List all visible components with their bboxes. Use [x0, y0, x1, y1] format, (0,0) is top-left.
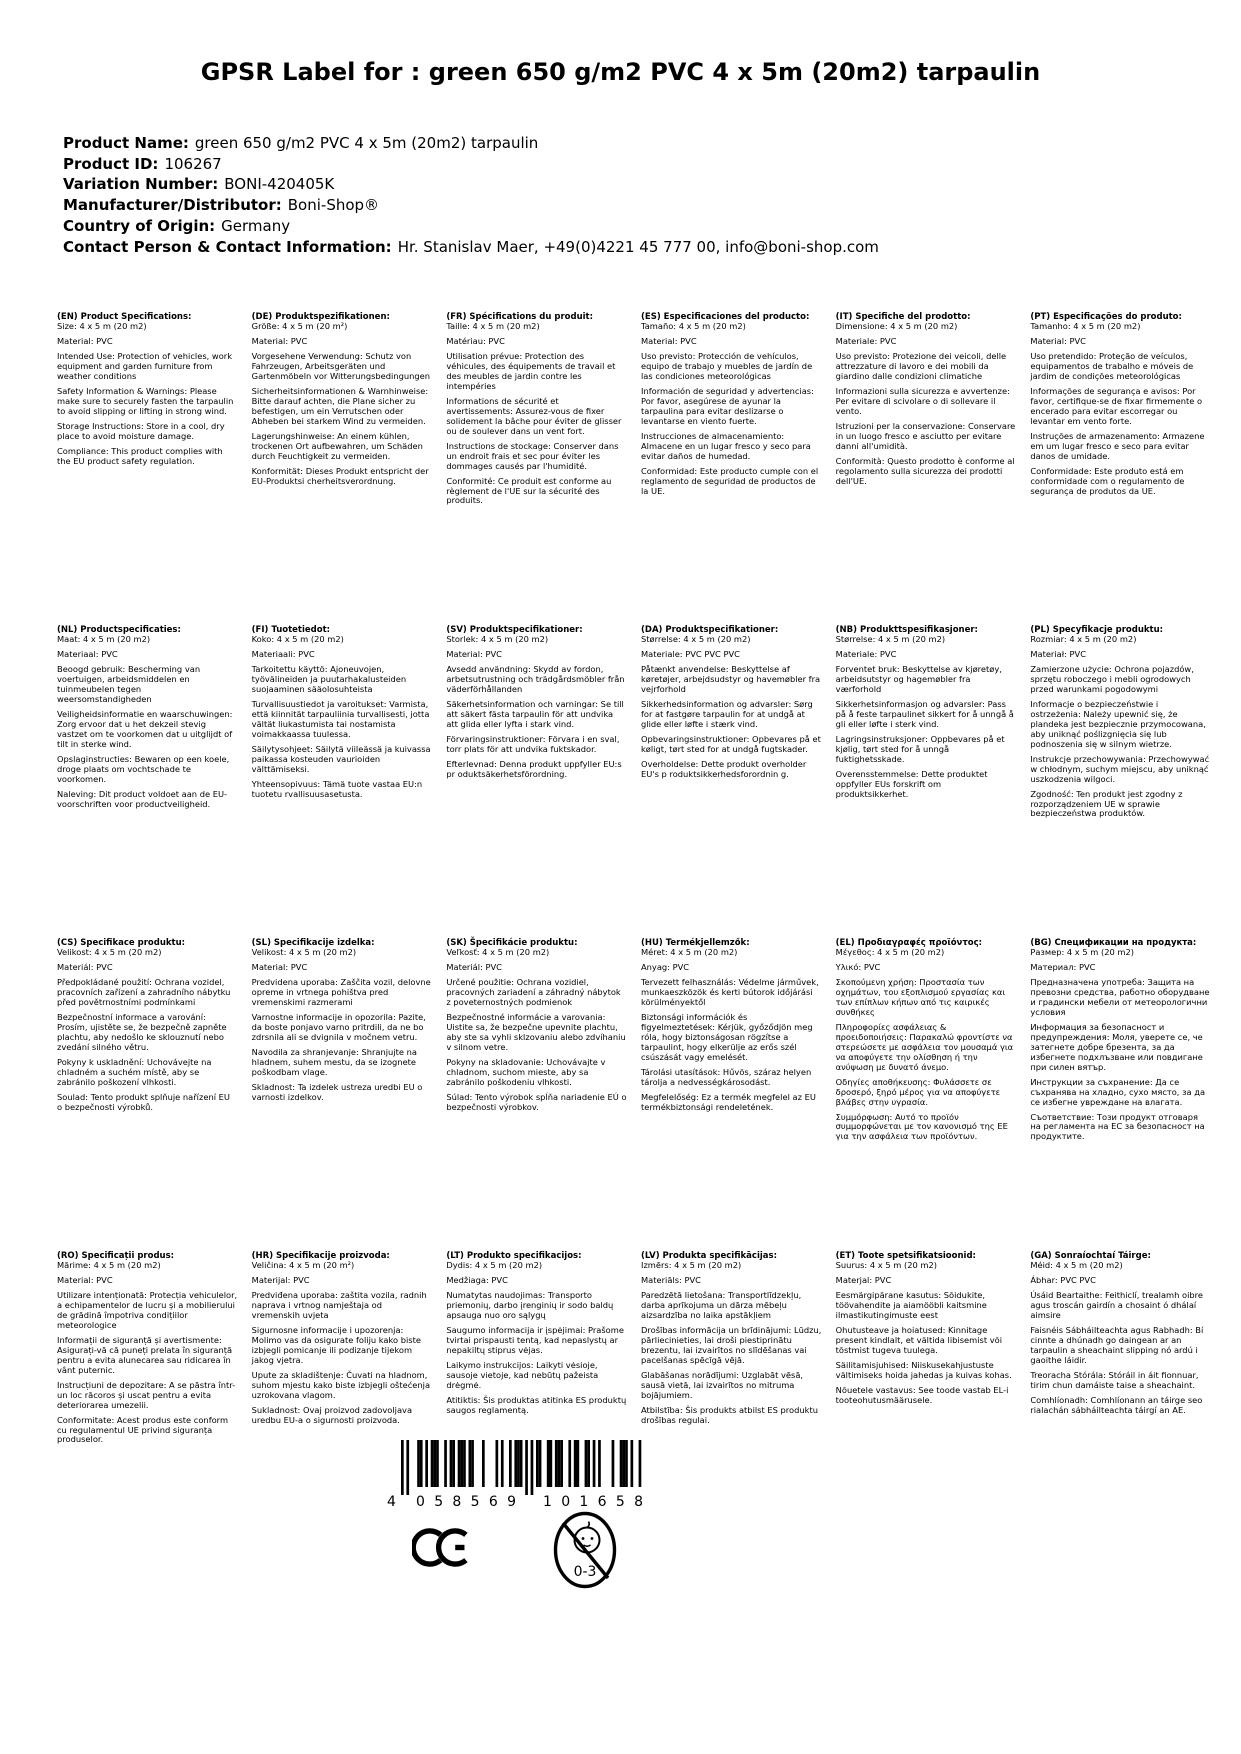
- spec-paragraph: Upute za skladištenje: Čuvati na hladnom, suhom mjestu kako biste izbjegli oštećenja uzrokovana vlagom.: [251, 1369, 431, 1400]
- spec-paragraph: Varnostne informacije in opozorila: Pazite, da boste ponjavo varno pritrdili, da ne bo zdrsnila ali se dvignila v močnem vetru.: [251, 1011, 426, 1042]
- spec-paragraph: Materjal: PVC: [835, 1275, 892, 1286]
- spec-paragraph: Bezpečnostní informace a varování: Prosím, ujistěte se, že bezpečně zapněte plachtu, aby nedošlo ke sklouznutí nebo zvedání silného větru.: [57, 1011, 227, 1052]
- language-blocks-grid: [57, 312, 1211, 1564]
- spec-paragraph: Atbilstība: Šis produkts atbilst ES produktu drošības regulai.: [641, 1404, 818, 1425]
- spec-block-sv: [446, 625, 627, 938]
- spec-paragraph: Veiligheidsinformatie en waarschuwingen: Zorg ervoor dat u het dekzeil stevig vastzet om te voorkomen dat u uitglijdt of tilt in sterke wind.: [57, 708, 233, 749]
- spec-paragraph: Comhlíonadh: Comhlíonann an táirge seo rialachán sábháilteachta táirgí an AE.: [1030, 1394, 1203, 1415]
- spec-paragraph: Ábhar: PVC PVC: [1030, 1275, 1096, 1286]
- spec-paragraph: Instructions de stockage: Conserver dans un endroit frais et sec pour éviter les dommages causés par l'humidité.: [446, 440, 619, 471]
- manufacturer-label: Manufacturer/Distributor:: [63, 196, 282, 215]
- age-warning-text: 0-3: [573, 1564, 597, 1580]
- spec-block-da: [641, 625, 822, 938]
- spec-block-title-es: (ES) Especificaciones del producto:: [641, 312, 810, 322]
- spec-paragraph: Materiál: PVC: [57, 962, 113, 973]
- spec-paragraph: Informations de sécurité et avertissements: Assurez-vous de fixer solidement la bâche pour éviter de glisser ou de soulever dans un vent fort.: [446, 395, 622, 436]
- product-id-row: [63, 154, 1201, 175]
- spec-block-title-et: (ET) Toote spetsifikatsioonid:: [835, 1251, 976, 1261]
- spec-paragraph: Megfelelőség: Ez a termék megfelel az EU termékbiztonsági rendeletének.: [641, 1091, 816, 1112]
- spec-paragraph: Pokyny na skladovanie: Uchovávajte v chladnom, suchom mieste, aby sa zabránilo poškodeniu vlhkosti.: [446, 1056, 606, 1087]
- variation-number-row: [63, 174, 1201, 195]
- spec-block-title-cs: (CS) Specifikace produktu:: [57, 938, 186, 948]
- spec-block-title-nb: (NB) Produkttspesifikasjoner:: [835, 625, 978, 635]
- spec-paragraph: Skladnost: Ta izdelek ustreza uredbi EU o varnosti izdelkov.: [251, 1081, 423, 1102]
- spec-paragraph: Izmērs: 4 x 5 m (20 m2): [641, 1260, 742, 1271]
- spec-paragraph: Bezpečnostné informácie a varovania: Uistite sa, že bezpečne upevnite plachtu, aby ste sa vyhli sklzovaniu alebo zdvíhaniu v silnom vetre.: [446, 1011, 626, 1052]
- spec-block-en: [57, 312, 238, 625]
- spec-paragraph: Съответствие: Този продукт отговаря на регламента на ЕС за безопасност на продуктите.: [1030, 1111, 1205, 1142]
- spec-paragraph: Súlad: Tento výrobok spĺňa nariadenie EÚ o bezpečnosti výrobkov.: [446, 1091, 627, 1112]
- spec-paragraph: Istruzioni per la conservazione: Conservare in un luogo fresco e asciutto per evitare danni all'umidità.: [835, 420, 1016, 451]
- spec-paragraph: Размер: 4 x 5 m (20 m2): [1030, 947, 1135, 958]
- spec-paragraph: Velikost: 4 x 5 m (20 m2): [251, 947, 357, 958]
- spec-paragraph: Πληροφορίες ασφάλειας & προειδοποιήσεις: Παρακαλώ φροντίστε να στερεώσετε με ασφάλεια τον μουσαμά για να αποφύγετε την ολίσθηση ή την ανύψωση με δυνατό άνεμο.: [835, 1021, 1014, 1072]
- spec-paragraph: Naleving: Dit product voldoet aan de EU-voorschriften voor productveiligheid.: [57, 788, 228, 809]
- spec-block-title-it: (IT) Specifiche del prodotto:: [835, 312, 971, 322]
- spec-block-nl: [57, 625, 238, 938]
- spec-block-nb: [836, 625, 1017, 938]
- ce-mark-icon: [412, 1527, 474, 1572]
- spec-paragraph: Eesmärgipärane kasutus: Sõidukite, töövahendite ja aiamööbli kaitsmine ilmastikutingimuste eest: [835, 1290, 987, 1320]
- spec-paragraph: Předpokládané použití: Ochrana vozidel, pracovních zařízení a zahradního nábytku před povětrnostními podmínkami: [57, 977, 231, 1007]
- spec-paragraph: Materiale: PVC: [835, 336, 897, 347]
- spec-paragraph: Compliance: This product complies with the EU product safety regulation.: [57, 445, 223, 466]
- spec-block-title-hr: (HR) Specifikacije proizvoda:: [251, 1251, 390, 1261]
- spec-paragraph: Soulad: Tento produkt splňuje nařízení EU o bezpečnosti výrobků.: [57, 1091, 230, 1112]
- spec-block-title-fi: (FI) Tuotetiedot:: [251, 625, 331, 635]
- spec-paragraph: Safety Information & Warnings: Please make sure to securely fasten the tarpaulin to avoid slipping or lifting in strong wind.: [57, 385, 234, 416]
- spec-paragraph: Beoogd gebruik: Bescherming van voertuigen, arbeidsmiddelen en tuinmeubelen tegen weersomstandigheden: [57, 664, 201, 704]
- spec-paragraph: Drošības informācija un brīdinājumi: Lūdzu, pārliecinieties, lai droši piestiprinātu brezentu, lai izvairītos no slīdēšanas vai pacelšanas spēcīgā vējā.: [641, 1324, 822, 1365]
- page-title: GPSR Label for : green 650 g/m2 PVC 4 x 5m (20m2) tarpaulin: [200, 58, 1041, 86]
- spec-paragraph: Tamaño: 4 x 5 m (20 m2): [641, 321, 746, 332]
- variation-number-label: Variation Number:: [63, 175, 219, 194]
- spec-paragraph: Sikkerhetsinformasjon og advarsler: Pass på å feste tarpaulinet sikkert for å unngå å gli eller løfte i sterk vind.: [835, 698, 1014, 729]
- spec-block-ga: [1030, 1251, 1211, 1564]
- spec-paragraph: Sikkerhedsinformation og advarsler: Sørg for at fastgøre tarpaulin for at undgå at glide eller løfte i stærk vind.: [641, 698, 813, 729]
- spec-paragraph: Opbevaringsinstruktioner: Opbevares på et køligt, tørt sted for at undgå fugtskader.: [641, 733, 821, 754]
- spec-paragraph: Pokyny k uskladnění: Uchovávejte na chladném a suchém místě, aby se zabránilo poškození vlhkosti.: [57, 1056, 212, 1087]
- spec-block-sl: [252, 938, 433, 1251]
- spec-block-hu: [641, 938, 822, 1251]
- spec-block-fr: [446, 312, 627, 625]
- spec-paragraph: Glabāšanas norādījumi: Uzglabāt vēsā, sausā vietā, lai izvairītos no mitruma bojājumiem.: [641, 1369, 804, 1400]
- spec-paragraph: Overholdelse: Dette produkt overholder EU's p roduktsikkerhedsforordnin g.: [641, 758, 807, 779]
- spec-paragraph: Materijal: PVC: [251, 1275, 310, 1286]
- spec-paragraph: Materiale: PVC: [835, 649, 897, 660]
- spec-paragraph: Biztonsági információk és figyelmeztetések: Kérjük, győződjön meg róla, hogy biztonságosan rögzítse a tarpaulint, hogy elkerülje az erős szél csúszását vagy emelését.: [641, 1011, 813, 1062]
- spec-paragraph: Conformità: Questo prodotto è conforme al regolamento sulla sicurezza dei prodotti dell'UE.: [835, 455, 1015, 486]
- spec-paragraph: Veľkosť: 4 x 5 m (20 m2): [446, 947, 550, 958]
- country-of-origin-value: Germany: [221, 216, 291, 235]
- spec-paragraph: Säkerhetsinformation och varningar: Se till att säkert fästa tarpaulin för att undvika att glida eller lyfta i stark vind.: [446, 698, 624, 729]
- spec-paragraph: Turvallisuustiedot ja varoitukset: Varmista, että kiinnität tarpauliinia turvallisesti, jotta vältät liukastumista tai nostamista voimakkaassa tuulessa.: [251, 698, 430, 739]
- spec-paragraph: Uso previsto: Protección de vehículos, equipo de trabajo y muebles de jardín de las condiciones meteorológicas: [641, 351, 813, 381]
- spec-block-ro: [57, 1251, 238, 1564]
- spec-paragraph: Uso previsto: Protezione dei veicoli, delle attrezzature di lavoro e dei mobili da giardino dalle condizioni climatiche: [835, 351, 1007, 381]
- spec-paragraph: Treoracha Stórála: Stóráil in áit fionnuar, tirim chun damáiste taise a sheachaint.: [1030, 1369, 1199, 1390]
- spec-paragraph: Predviđena uporaba: zaštita vozila, radnih naprava i vrtnog namještaja od vremenskih uvjeta: [251, 1290, 427, 1320]
- product-id-label: Product ID:: [63, 154, 159, 173]
- spec-block-hr: [252, 1251, 433, 1564]
- spec-paragraph: Tarkoitettu käyttö: Ajoneuvojen, työvälineiden ja puutarhakalusteiden suojaaminen sääolosuhteista: [251, 664, 407, 694]
- spec-paragraph: Størrelse: 4 x 5 m (20 m2): [641, 634, 751, 645]
- spec-block-el: [836, 938, 1017, 1251]
- spec-paragraph: Säilitamisjuhised: Niiskusekahjustuste vältimiseks hoida jahedas ja kuivas kohas.: [835, 1359, 1012, 1380]
- contact-value: Hr. Stanislav Maer, +49(0)4221 45 777 00, info@boni-shop.com: [397, 237, 879, 256]
- contact-row: [63, 237, 1201, 258]
- spec-paragraph: Informacje o bezpieczeństwie i ostrzeżenia: Należy upewnić się, że plandeka jest bezpiecznie przymocowana, aby uniknąć poślizgnięcia się lub podnoszenia się w silnym wietrze.: [1030, 698, 1206, 749]
- spec-paragraph: Conformitate: Acest produs este conform cu regulamentul UE privind siguranța produselor.: [57, 1414, 229, 1445]
- spec-paragraph: Instrukcje przechowywania: Przechowywać w chłodnym, suchym miejscu, aby uniknąć uszkodzenia wilgoci.: [1030, 753, 1210, 784]
- spec-paragraph: Lagerungshinweise: An einem kühlen, trockenen Ort aufbewahren, um Schäden durch Feuchtigkeit zu vermeiden.: [251, 430, 423, 461]
- spec-paragraph: Velikost: 4 x 5 m (20 m2): [57, 947, 162, 958]
- spec-block-cs: [57, 938, 238, 1251]
- spec-paragraph: Инструкции за съхранение: Да се съхранява на хладно, сухо място, за да се избегне увреждане на влагата.: [1030, 1076, 1206, 1107]
- spec-paragraph: Forventet bruk: Beskyttelse av kjøretøy, arbeidsutstyr og hagemøbler fra værforhold: [835, 664, 1002, 694]
- spec-paragraph: Informazioni sulla sicurezza e avvertenze: Per evitare di scivolare o di sollevare il vento.: [835, 385, 1010, 416]
- spec-paragraph: Méret: 4 x 5 m (20 m2): [641, 947, 738, 958]
- spec-paragraph: Materiale: PVC PVC PVC: [641, 649, 740, 660]
- spec-paragraph: Dimensione: 4 x 5 m (20 m2): [835, 321, 958, 332]
- barcode-digits-right: 101658: [543, 1494, 643, 1510]
- spec-paragraph: Tervezett felhasználás: Védelme járművek, munkaeszközök és kerti bútorok időjárási körülményektől: [641, 977, 819, 1007]
- spec-paragraph: Utilisation prévue: Protection des véhicules, des équipements de travail et des meubles de jardin contre les intempéries: [446, 351, 616, 391]
- spec-paragraph: Materiaali: PVC: [251, 649, 315, 660]
- spec-paragraph: Suurus: 4 x 5 m (20 m2): [835, 1260, 937, 1271]
- barcode-digits-left: 058569: [416, 1494, 516, 1510]
- contact-label: Contact Person & Contact Information:: [63, 237, 392, 256]
- spec-paragraph: Sigurnosne informacije i upozorenja: Molimo vas da osigurate foliju kako biste izbjegli pomicanje ili podizanje tijekom jakog vjetra.: [251, 1324, 421, 1365]
- spec-block-title-sk: (SK) Špecifikácie produktu:: [446, 938, 578, 948]
- spec-paragraph: Material: PVC: [251, 336, 308, 347]
- spec-paragraph: Maat: 4 x 5 m (20 m2): [57, 634, 151, 645]
- ean13-barcode: [385, 1440, 657, 1510]
- spec-paragraph: Efterlevnad: Denna produkt uppfyller EU:s pr oduktsäkerhetsförordning.: [446, 758, 622, 779]
- spec-paragraph: Avsedd användning: Skydd av fordon, arbetsutrustning och trädgårdsmöbler från väderförhållanden: [446, 664, 625, 694]
- spec-paragraph: Conformité: Ce produit est conforme au règlement de l'UE sur la sécurité des produits.: [446, 475, 612, 506]
- spec-paragraph: Numatytas naudojimas: Transporto priemonių, darbo įrenginių ir sodo baldų apsauga nuo oro sąlygų: [446, 1290, 614, 1320]
- spec-paragraph: Yhteensopivuus: Tämä tuote vastaa EU:n tuotetu rvallisuusasetusta.: [251, 778, 423, 799]
- age-warning-0-3-icon: [552, 1510, 618, 1594]
- spec-paragraph: Συμμόρφωση: Αυτό το προϊόν συμμορφώνεται με τον κανονισμό της ΕΕ για την ασφάλεια των προϊόντων.: [835, 1111, 1008, 1142]
- spec-paragraph: Säilytysohjeet: Säilytä viileässä ja kuivassa paikassa kosteuden vaurioiden välttämiseksi.: [251, 743, 431, 774]
- spec-block-bg: [1030, 938, 1211, 1251]
- spec-paragraph: Saugumo informacija ir įspėjimai: Prašome tvirtai prispausti tentą, kad nepaslystų ar nepakiltų stiprus vėjas.: [446, 1324, 624, 1355]
- product-info-block: [63, 133, 1201, 257]
- spec-paragraph: Storage Instructions: Store in a cool, dry place to avoid moisture damage.: [57, 420, 225, 441]
- spec-paragraph: Material: PVC: [1030, 336, 1086, 347]
- spec-paragraph: Υλικό: PVC: [835, 962, 881, 973]
- spec-paragraph: Materiaal: PVC: [57, 649, 118, 660]
- product-name-label: Product Name:: [63, 134, 189, 152]
- spec-block-title-da: (DA) Produktspecifikationer:: [641, 625, 779, 635]
- spec-block-title-el: (EL) Προδιαγραφές προϊόντος:: [835, 938, 983, 948]
- spec-paragraph: Material: PVC: [446, 649, 502, 660]
- spec-paragraph: Dydis: 4 x 5 m (20 m2): [446, 1260, 543, 1271]
- spec-paragraph: Lagringsinstruksjoner: Oppbevares på et kjølig, tørt sted for å unngå fuktighetsskade.: [835, 733, 1005, 764]
- spec-paragraph: Σκοπούμενη χρήση: Προστασία των οχημάτων, του εξοπλισμού εργασίας και των επίπλων κήπων από τις καιρικές συνθήκες: [835, 977, 1006, 1017]
- spec-paragraph: Tamanho: 4 x 5 m (20 m2): [1030, 321, 1141, 332]
- spec-block-et: [836, 1251, 1017, 1564]
- spec-paragraph: Mărime: 4 x 5 m (20 m2): [57, 1260, 161, 1271]
- spec-paragraph: Size: 4 x 5 m (20 m2): [57, 321, 147, 332]
- spec-paragraph: Navodila za shranjevanje: Shranjujte na hladnem, suhem mestu, da se izognete poškodbam vlage.: [251, 1046, 417, 1077]
- spec-paragraph: Ohutusteave ja hoiatused: Kinnitage present kindlalt, et vältida libisemist või tõstmist tugeva tuulega.: [835, 1324, 1003, 1355]
- spec-paragraph: Информация за безопасност и предупреждения: Моля, уверете се, че затегнете добре брезента, за да избегнете подхлъзване или повдигане при силен вятър.: [1030, 1021, 1203, 1072]
- spec-paragraph: Overensstemmelse: Dette produktet oppfyller EUs forskrift om produktsikkerhet.: [835, 768, 988, 799]
- spec-paragraph: Veličina: 4 x 5 m (20 m²): [251, 1260, 355, 1271]
- spec-paragraph: Información de seguridad y advertencias: Por favor, asegúrese de ayunar la tarpaulina para evitar deslizarse o levantarse en viento fuerte.: [641, 385, 814, 426]
- spec-block-title-sv: (SV) Produktspecifikationer:: [446, 625, 583, 635]
- spec-block-pt: [1030, 312, 1211, 625]
- spec-paragraph: Instrucțiuni de depozitare: A se păstra într- un loc răcoros și uscat pentru a evita deteriorarea umezelii.: [57, 1379, 236, 1410]
- spec-paragraph: Materiāls: PVC: [641, 1275, 701, 1286]
- spec-paragraph: Instrucciones de almacenamiento: Almacene en un lugar fresco y seco para evitar daños de humedad.: [641, 430, 811, 461]
- country-of-origin-label: Country of Origin:: [63, 216, 216, 235]
- spec-block-title-fr: (FR) Spécifications du produit:: [446, 312, 594, 322]
- spec-paragraph: Rozmiar: 4 x 5 m (20 m2): [1030, 634, 1137, 645]
- spec-paragraph: Intended Use: Protection of vehicles, work equipment and garden furniture from weather conditions: [57, 351, 233, 381]
- spec-paragraph: Materiał: PVC: [1030, 649, 1086, 660]
- spec-paragraph: Materiál: PVC: [446, 962, 502, 973]
- spec-block-fi: [252, 625, 433, 938]
- spec-paragraph: Storlek: 4 x 5 m (20 m2): [446, 634, 549, 645]
- spec-paragraph: Matériau: PVC: [446, 336, 505, 347]
- barcode-bars: [401, 1440, 641, 1495]
- product-id-value: 106267: [164, 154, 222, 173]
- spec-paragraph: Méid: 4 x 5 m (20 m2): [1030, 1260, 1123, 1271]
- spec-paragraph: Instruções de armazenamento: Armazene em um lugar fresco e seco para evitar danos de umidade.: [1030, 430, 1205, 461]
- spec-paragraph: Predvidena uporaba: Zaščita vozil, delovne opreme in vrtnega pohištva pred vremenskimi razmerami: [251, 977, 431, 1007]
- manufacturer-value: Boni-Shop®: [287, 196, 380, 215]
- spec-block-sk: [446, 938, 627, 1251]
- spec-block-title-bg: (BG) Спецификации на продукта:: [1030, 938, 1197, 948]
- spec-paragraph: Opslaginstructies: Bewaren op een koele, droge plaats om vochtschade te voorkomen.: [57, 753, 230, 784]
- barcode-digit-first: 4: [387, 1494, 396, 1510]
- spec-block-lv: [641, 1251, 822, 1564]
- product-name-row: [63, 133, 1201, 154]
- spec-block-title-pt: (PT) Especificações do produto:: [1030, 312, 1182, 322]
- spec-block-title-sl: (SL) Specifikacije izdelka:: [251, 938, 375, 948]
- spec-paragraph: Material: PVC: [251, 962, 308, 973]
- spec-paragraph: Taille: 4 x 5 m (20 m2): [446, 321, 540, 332]
- spec-paragraph: Förvaringsinstruktioner: Förvara i en sval, torr plats för att undvika fuktskador.: [446, 733, 620, 754]
- spec-paragraph: Koko: 4 x 5 m (20 m2): [251, 634, 344, 645]
- spec-paragraph: Conformidad: Este producto cumple con el reglamento de seguridad de productos de la UE.: [641, 465, 819, 496]
- spec-paragraph: Vorgesehene Verwendung: Schutz von Fahrzeugen, Arbeitsgeräten und Gartenmöbeln vor Witterungsbedingungen: [251, 351, 431, 381]
- country-of-origin-row: [63, 216, 1201, 237]
- spec-paragraph: Úsáid Beartaithe: Feithiclí, trealamh oibre agus troscán gairdín a chosaint ó dhálaí aimsire: [1030, 1290, 1204, 1320]
- spec-paragraph: Utilizare intenționată: Protecția vehiculelor, a echipamentelor de lucru și a mobilierului de grădină împotriva condițiilor meteorologice: [57, 1290, 238, 1330]
- manufacturer-row: [63, 195, 1201, 216]
- spec-paragraph: Μέγεθος: 4 x 5 m (20 m2): [835, 947, 945, 958]
- spec-paragraph: Konformität: Dieses Produkt entspricht der EU-Produktsi cherheitsverordnung.: [251, 465, 429, 486]
- spec-paragraph: Sukladnost: Ovaj proizvod zadovoljava uredbu EU-a o sigurnosti proizvoda.: [251, 1404, 413, 1425]
- spec-paragraph: Material: PVC: [57, 336, 113, 347]
- spec-block-title-pl: (PL) Specyfikacje produktu:: [1030, 625, 1164, 635]
- spec-paragraph: Предназначена употреба: Защита на превозни средства, работно оборудване и градински мебели от метеорологични условия: [1030, 977, 1210, 1017]
- spec-paragraph: Laikymo instrukcijos: Laikyti vėsioje, sausoje vietoje, kad nebūtų pažeista drėgmė.: [446, 1359, 599, 1390]
- spec-paragraph: Uso pretendido: Proteção de veículos, equipamentos de trabalho e móveis de jardim de condições meteorológicas: [1030, 351, 1194, 381]
- spec-paragraph: Zgodność: Ten produkt jest zgodny z rozporządzeniem UE w sprawie bezpieczeństwa produktów.: [1030, 788, 1183, 819]
- spec-block-title-en: (EN) Product Specifications:: [57, 312, 192, 322]
- spec-paragraph: Conformidade: Este produto está em conformidade com o regulamento de segurança de produtos da UE.: [1030, 465, 1185, 496]
- spec-paragraph: Nõuetele vastavus: See toode vastab EL-i tooteohutusmäärusele.: [835, 1384, 1009, 1405]
- product-name-value: green 650 g/m2 PVC 4 x 5m (20m2) tarpaulin: [194, 134, 539, 152]
- spec-block-title-ro: (RO) Specificații produs:: [57, 1251, 175, 1261]
- spec-block-title-lt: (LT) Produkto specifikacijos:: [446, 1251, 582, 1261]
- spec-block-it: [836, 312, 1017, 625]
- spec-block-title-de: (DE) Produktspezifikationen:: [251, 312, 390, 322]
- spec-paragraph: Οδηγίες αποθήκευσης: Φυλάσσετε σε δροσερό, ξηρό μέρος για να αποφύγετε βλάβες στην υγρασία.: [835, 1076, 1001, 1107]
- spec-block-title-nl: (NL) Productspecificaties:: [57, 625, 181, 635]
- spec-paragraph: Informații de siguranță și avertismente: Asigurați-vă că puneți prelata în siguranță pentru a evita alunecarea sau ridicarea în vânt puternic.: [57, 1334, 233, 1375]
- spec-paragraph: Материал: PVC: [1030, 962, 1096, 973]
- spec-paragraph: Größe: 4 x 5 m (20 m²): [251, 321, 348, 332]
- spec-paragraph: Atitiktis: Šis produktas atitinka ES produktų saugos reglamentą.: [446, 1394, 627, 1415]
- spec-block-de: [252, 312, 433, 625]
- variation-number-value: BONI-420405K: [224, 175, 335, 194]
- spec-block-es: [641, 312, 822, 625]
- spec-paragraph: Material: PVC: [641, 336, 697, 347]
- spec-paragraph: Sicherheitsinformationen & Warnhinweise: Bitte darauf achten, die Plane sicher zu befestigen, um ein Verrutschen oder Abheben bei starkem Wind zu vermeiden.: [251, 385, 429, 426]
- spec-paragraph: Faisnéis Sábháilteachta agus Rabhadh: Bí cinnte a dhúnadh go daingean ar an tarpaulin a sheachaint slipping nó ardú i gaoithe láidir.: [1030, 1324, 1204, 1365]
- spec-block-title-lv: (LV) Produkta specifikācijas:: [641, 1251, 777, 1261]
- spec-block-pl: [1030, 625, 1211, 938]
- spec-paragraph: Påtænkt anvendelse: Beskyttelse af køretøjer, arbejdsudstyr og havemøbler fra vejrforhold: [641, 664, 821, 694]
- spec-paragraph: Paredzētā lietošana: Transportlīdzekļu, darba aprīkojuma un dārza mēbeļu aizsardzība no laika apstākļiem: [641, 1290, 802, 1320]
- spec-paragraph: Informações de segurança e avisos: Por favor, certifique-se de fixar firmemente o encerado para evitar escorregar ou levantar em vento forte.: [1030, 385, 1203, 426]
- spec-paragraph: Anyag: PVC: [641, 962, 690, 973]
- spec-paragraph: Tárolási utasítások: Hűvös, száraz helyen tárolja a nedvességkárosodást.: [641, 1066, 812, 1087]
- spec-paragraph: Zamierzone użycie: Ochrona pojazdów, sprzętu roboczego i mebli ogrodowych przed warunkami pogodowymi: [1030, 664, 1194, 694]
- spec-block-title-ga: (GA) Sonraíochtaí Táirge:: [1030, 1251, 1151, 1261]
- spec-paragraph: Medžiaga: PVC: [446, 1275, 508, 1286]
- spec-paragraph: Størrelse: 4 x 5 m (20 m2): [835, 634, 946, 645]
- spec-paragraph: Určené použitie: Ochrana vozidiel, pracovných zariadení a záhradný nábytok z poveternostných podmienok: [446, 977, 621, 1007]
- spec-block-title-hu: (HU) Termékjellemzők:: [641, 938, 750, 948]
- spec-paragraph: Material: PVC: [57, 1275, 113, 1286]
